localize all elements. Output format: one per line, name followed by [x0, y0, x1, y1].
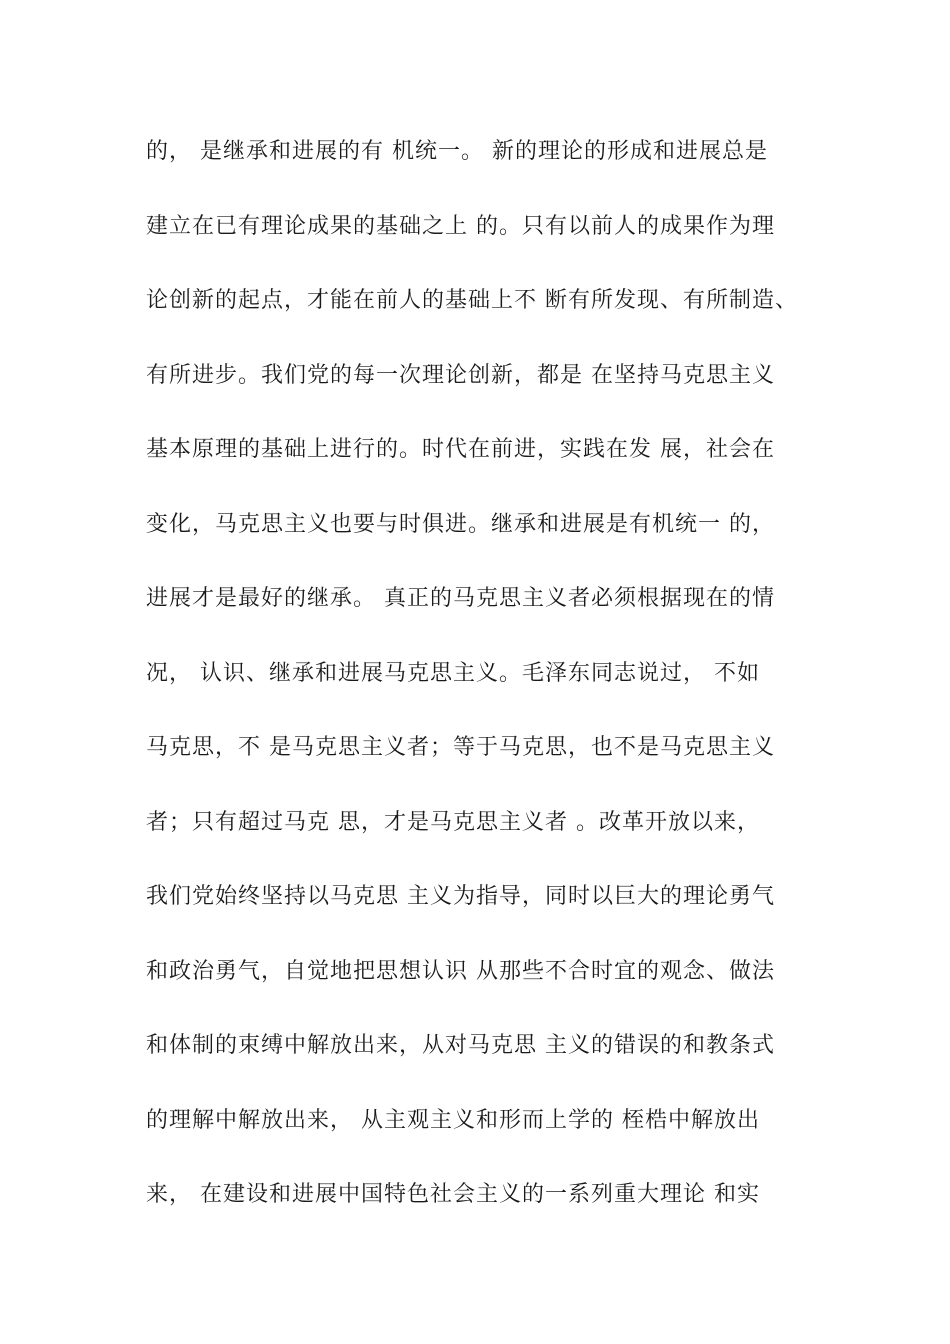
- text-line: 来， 在建设和进展中国特色社会主义的一系列重大理论 和实: [146, 1182, 760, 1207]
- text-line: 基本原理的基础上进行的。时代在前进，实践在发 展，社会在: [146, 437, 775, 462]
- text-line: 进展才是最好的继承。 真正的马克思主义者必须根据现在的情: [146, 586, 775, 611]
- body-text: [146, 132, 846, 1250]
- text-line: 有所进步。我们党的每一次理论创新，都是 在坚持马克思主义: [146, 362, 775, 388]
- text-line: 和政治勇气，自觉地把思想认识 从那些不合时宜的观念、做法: [146, 958, 775, 984]
- text-line: 况， 认识、继承和进展马克思主义。毛泽东同志说过， 不如: [146, 660, 760, 686]
- text-line: 的， 是继承和进展的有 机统一。 新的理论的形成和进展总是: [146, 139, 768, 164]
- text-line: 和体制的束缚中解放出来，从对马克思 主义的错误的和教条式: [146, 1033, 775, 1058]
- text-line: 我们党始终坚持以马克思 主义为指导，同时以巨大的理论勇气: [146, 884, 775, 909]
- text-line: 变化，马克思主义也要与时俱进。继承和进展是有机统一 的，: [146, 511, 775, 537]
- text-line: 论创新的起点，才能在前人的基础上不 断有所发现、有所制造、: [146, 288, 798, 313]
- text-line: 的理解中解放出来， 从主观主义和形而上学的 桎梏中解放出: [146, 1107, 760, 1133]
- text-line: 建立在已有理论成果的基础之上 的。只有以前人的成果作为理: [146, 213, 775, 239]
- text-line: 者；只有超过马克 思，才是马克思主义者 。改革开放以来，: [146, 809, 760, 835]
- text-line: 马克思，不 是马克思主义者；等于马克思，也不是马克思主义: [146, 735, 775, 760]
